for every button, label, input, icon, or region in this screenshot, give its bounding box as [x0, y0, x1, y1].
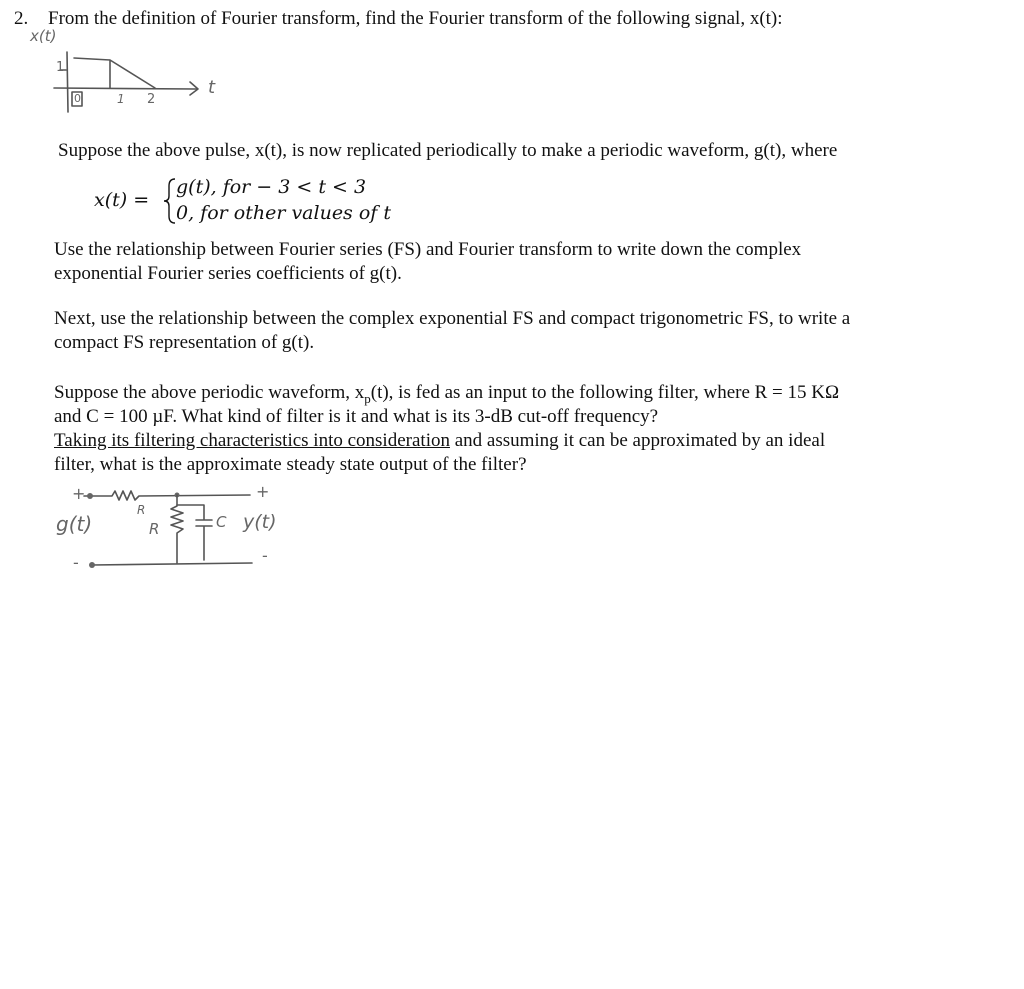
para-trig-line-1: Next, use the relationship between the complex exponential FS and compact trigonometric FS, to write a [54, 308, 851, 329]
circuit-minus-left: - [73, 553, 79, 572]
para-trig-line-2: compact FS representation of g(t). [54, 332, 315, 353]
sketch-x-axis-label: t [208, 77, 216, 98]
sketch-y-label: x(t) [30, 27, 57, 45]
para-filter-underlined: Taking its filtering characteristics into consideration [54, 430, 450, 451]
para-fs-line-1: Use the relationship between Fourier series (FS) and Fourier transform to write down the complex [54, 239, 802, 260]
para-filter-line-2: and C = 100 µF. What kind of filter is it and what is its 3-dB cut-off frequency? [54, 406, 659, 427]
circuit-plus-left: + [72, 484, 86, 503]
para-replicated: Suppose the above pulse, x(t), is now replicated periodically to make a periodic waveform, g(t), where [58, 140, 838, 161]
circuit-minus-right: - [262, 546, 268, 565]
circuit-output-label: y(t) [243, 511, 277, 533]
circuit-series-resistor-label: R [137, 503, 146, 517]
para-filter-line-3-rest: and assuming it can be approximated by an ideal [449, 430, 826, 451]
para-filter-line-4: filter, what is the approximate steady state output of the filter? [54, 454, 527, 475]
sketch-x-tick-1: 1 [117, 92, 125, 106]
circuit-capacitor-label: C [216, 513, 227, 531]
circuit-input-label: g(t) [56, 512, 93, 536]
circuit-plus-right: + [256, 482, 270, 501]
question-text: From the definition of Fourier transform, find the Fourier transform of the following signal, x(t): [48, 8, 783, 29]
equation-case-2: 0, for other values of t [176, 202, 391, 224]
para-filter-line-1-sub: p [364, 390, 371, 406]
filter-circuit-sketch [0, 0, 320, 580]
circuit-shunt-resistor-label: R [149, 520, 160, 538]
equation-lhs: x(t) = [94, 189, 150, 211]
sketch-y-tick: 1 [56, 60, 65, 75]
para-filter-line-1-pre: Suppose the above periodic waveform, x [54, 382, 365, 403]
para-filter-line-1-post: (t), is fed as an input to the following filter, where R = 15 KΩ [370, 382, 840, 403]
para-fs-line-2: exponential Fourier series coefficients of g(t). [54, 263, 402, 284]
question-number: 2. [14, 8, 29, 29]
sketch-x-tick-0: 0 [74, 92, 81, 105]
sketch-x-tick-2: 2 [147, 92, 156, 107]
equation-case-1: g(t), for − 3 < t < 3 [176, 176, 367, 198]
